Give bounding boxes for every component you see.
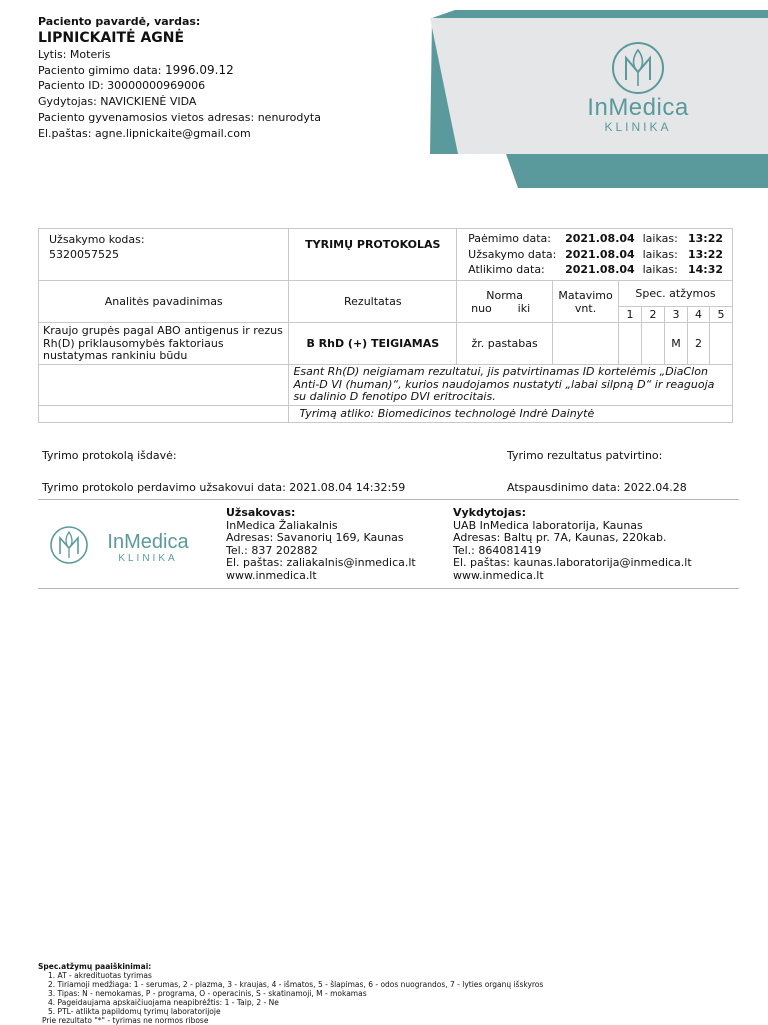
date-value: 2021.08.04 — [565, 263, 635, 277]
divider-bottom — [38, 588, 739, 589]
date-label: Atlikimo data: — [468, 263, 545, 277]
divider-top — [38, 499, 739, 500]
results-table — [38, 228, 733, 423]
order-code: 5320057525 — [49, 248, 119, 261]
patient-birth-label: Paciento gimimo data: — [38, 63, 165, 77]
date-row — [467, 247, 724, 263]
time-value: 13:22 — [687, 247, 723, 261]
col-spec: Spec. atžymos — [619, 281, 733, 307]
patient-gender: Lytis: Moteris — [38, 47, 111, 61]
grey-banner — [430, 18, 768, 154]
spec-note-item: 2. Tiriamoji medžiaga: 1 - serumas, 2 - plazma, 3 - kraujas, 4 - išmatos, 5 - šlapimas, 6 - odos nuograndos, 7 - lyties organų išskyros — [48, 980, 544, 989]
patient-doctor: Gydytojas: NAVICKIENĖ VIDA — [38, 95, 197, 109]
performer-info — [453, 507, 692, 582]
date-label: Užsakymo data: — [468, 247, 557, 261]
col-analysis: Analitės pavadinimas — [39, 281, 289, 323]
footer-brand-name: InMedica — [107, 531, 189, 553]
order-header-row — [39, 229, 733, 281]
performer-phone: Tel.: 864081419 — [453, 543, 542, 557]
performer-email: El. paštas: kaunas.laboratorija@inmedica.lt — [453, 556, 692, 569]
patient-id: Paciento ID: 30000000969006 — [38, 79, 206, 93]
patient-name-label: Paciento pavardė, vardas: — [38, 15, 201, 28]
customer-title: Užsakovas: — [226, 506, 296, 519]
time-label: laikas: — [642, 232, 678, 246]
spec-col-1: 1 — [619, 307, 642, 323]
order-dates-cell — [457, 229, 733, 281]
date-row — [467, 231, 724, 247]
patient-info — [38, 14, 321, 142]
issued-by-label: Tyrimo protokolą išdavė: — [42, 449, 177, 462]
note-row — [39, 365, 733, 406]
customer-name: InMedica Žaliakalnis — [226, 518, 338, 532]
patient-name: LIPNICKAITĖ AGNĖ — [38, 29, 185, 46]
spec-value-1 — [619, 323, 642, 365]
customer-email: El. paštas: zaliakalnis@inmedica.lt — [226, 556, 416, 569]
norm-label: Norma — [486, 288, 523, 302]
patient-email: El.paštas: agne.lipnickaite@gmail.com — [38, 126, 251, 140]
time-value: 14:32 — [687, 263, 723, 277]
customer-info — [226, 507, 416, 582]
confirmed-by-label: Tyrimo rezultatus patvirtino: — [507, 449, 663, 462]
spec-value-2 — [642, 323, 665, 365]
print-date: Atspausdinimo data: 2022.04.28 — [507, 481, 687, 494]
protocol-title: TYRIMŲ PROTOKOLAS — [289, 229, 457, 281]
date-row — [467, 262, 724, 278]
spec-note-item: 3. Tipas: N - nemokamas, P - programa, O - operacinis, S - skatinamoji, M - mokamas — [48, 989, 367, 998]
spec-col-4: 4 — [687, 307, 709, 323]
header-decoration — [400, 0, 768, 190]
performer-web: www.inmedica.lt — [453, 568, 544, 582]
result-note: Esant Rh(D) neigiamam rezultatui, jis patvirtinamas ID kortelėmis „DiaClon Anti-D VI (human)“, kurios naudojamos nustatyti „labai silpną D“ ir reaguoja su dalinio D fenotipo DVI eritrocitais. — [289, 365, 733, 406]
time-value: 13:22 — [687, 232, 723, 246]
spec-col-3: 3 — [665, 307, 688, 323]
performer-name: UAB InMedica laboratorija, Kaunas — [453, 518, 643, 532]
spec-notes-title: Spec.atžymų paaiškinimai: — [38, 962, 152, 971]
column-header-row — [39, 281, 733, 307]
date-value: 2021.08.04 — [565, 232, 635, 246]
footer-logo — [48, 520, 213, 570]
spec-note-footnote: Prie rezultato "*" - tyrimas ne normos ribose — [42, 1016, 209, 1025]
col-unit: Matavimo vnt. — [553, 281, 619, 323]
customer-web: www.inmedica.lt — [226, 568, 317, 582]
spec-note-item: 5. PTL- atlikta papildomų tyrimų laboratorijoje — [48, 1007, 221, 1016]
customer-address: Adresas: Savanorių 169, Kaunas — [226, 531, 404, 544]
performer-address: Adresas: Baltų pr. 7A, Kaunas, 220kab. — [453, 531, 667, 544]
date-label: Paėmimo data: — [468, 232, 551, 246]
patient-birth-value: 1996.09.12 — [165, 62, 234, 77]
spec-note-item: 1. AT - akredituotas tyrimas — [48, 971, 152, 980]
norm-from-label: nuo — [471, 301, 492, 315]
spec-notes — [38, 962, 543, 1025]
order-dates — [467, 231, 724, 278]
customer-phone: Tel.: 837 202882 — [226, 543, 318, 557]
spec-value-4: 2 — [687, 323, 709, 365]
result-value: B RhD (+) TEIGIAMAS — [289, 323, 457, 365]
performer-title: Vykdytojas: — [453, 506, 526, 519]
time-label: laikas: — [642, 263, 678, 277]
spec-value-3: M — [665, 323, 688, 365]
performed-by: Tyrimą atliko: Biomedicinos technologė Indrė Dainytė — [289, 405, 733, 422]
brand-name: InMedica — [587, 94, 689, 121]
order-code-label: Užsakymo kodas: — [49, 233, 145, 246]
spec-value-5 — [709, 323, 732, 365]
analysis-name: Kraujo grupės pagal ABO antigenus ir rezus Rh(D) priklausomybės faktoriaus nustatymas rankiniu būdu — [39, 323, 289, 365]
norm-value: žr. pastabas — [457, 323, 553, 365]
unit-value — [553, 323, 619, 365]
order-code-cell — [39, 229, 289, 281]
date-value: 2021.08.04 — [565, 247, 635, 261]
sent-date: Tyrimo protokolo perdavimo užsakovui data: 2021.08.04 14:32:59 — [42, 481, 406, 494]
patient-address: Paciento gyvenamosios vietos adresas: nenurodyta — [38, 110, 321, 124]
performer-row — [39, 405, 733, 422]
table-row — [39, 323, 733, 365]
col-norm — [457, 281, 553, 323]
col-result: Rezultatas — [289, 281, 457, 323]
norm-to-label: iki — [517, 301, 531, 315]
brand-sub: KLINIKA — [604, 120, 672, 134]
time-label: laikas: — [642, 247, 678, 261]
spec-note-item: 4. Pageidaujama apskaičiuojama neapibrėžtis: 1 - Taip, 2 - Ne — [48, 998, 279, 1007]
spec-col-5: 5 — [709, 307, 732, 323]
spec-col-2: 2 — [642, 307, 665, 323]
footer-brand-sub: KLINIKA — [118, 553, 178, 564]
patient-birth — [38, 63, 321, 79]
